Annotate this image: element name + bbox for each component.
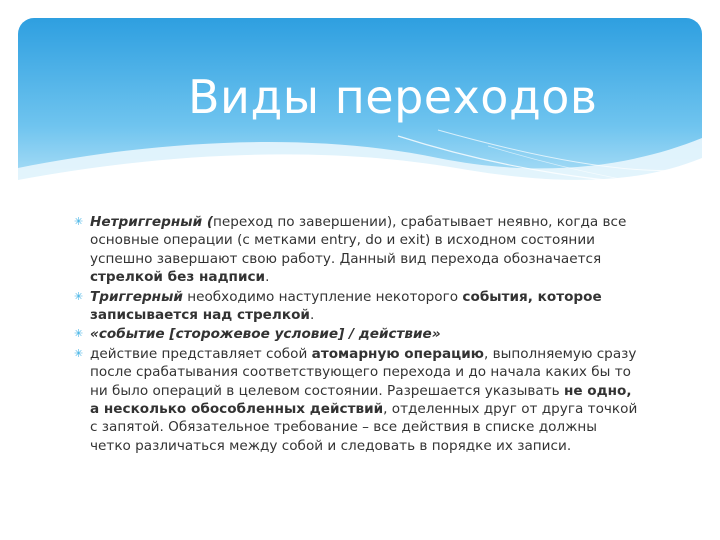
emphasis-text: не одно, а несколько обособленных действий — [90, 382, 632, 418]
body-text: . — [265, 269, 270, 286]
slide-body — [74, 213, 638, 456]
list-item — [74, 325, 638, 343]
emphasis-text: события, которое записывается над стрелкой — [90, 288, 602, 324]
syntax-formula: «событие [сторожевое условие] / действие» — [90, 326, 441, 343]
list-item — [74, 345, 638, 455]
list-item — [74, 288, 638, 325]
asterisk-bullet-icon: ✳ — [74, 346, 84, 360]
body-text: , отделенных друг от друга точкой с запятой. Обязательное требование – все действия в списке должны четко различаться между собой и следовать в порядке их записи. — [90, 401, 638, 454]
asterisk-bullet-icon: ✳ — [74, 327, 84, 341]
term-trigger: Триггерный — [90, 288, 183, 305]
emphasis-text: атомарную операцию — [311, 345, 484, 362]
title-banner — [18, 18, 702, 198]
emphasis-text: стрелкой без надписи — [90, 269, 266, 286]
slide-title: Виды переходов — [188, 70, 598, 124]
asterisk-bullet-icon: ✳ — [74, 215, 84, 228]
body-text: действие представляет собой — [90, 345, 312, 362]
body-text: необходимо наступление некоторого — [182, 288, 463, 305]
bullet-list — [74, 213, 638, 455]
body-text: . — [309, 307, 315, 324]
asterisk-bullet-icon: ✳ — [74, 289, 84, 303]
list-item — [74, 213, 638, 287]
body-text: переход по завершении), срабатывает неявно, когда все основные операции (с метками entry, do и exit) в исходном состоянии успешно завершают свою работу. Данный вид перехода обозначается — [90, 214, 627, 267]
term-nontrigger: Нетриггерный ( — [90, 214, 214, 230]
body-text: , выполняемую сразу после срабатывания соответствующего перехода и до начала каких бы то ни было операций в целевом состоянии. Разрешается указывать — [90, 345, 637, 399]
